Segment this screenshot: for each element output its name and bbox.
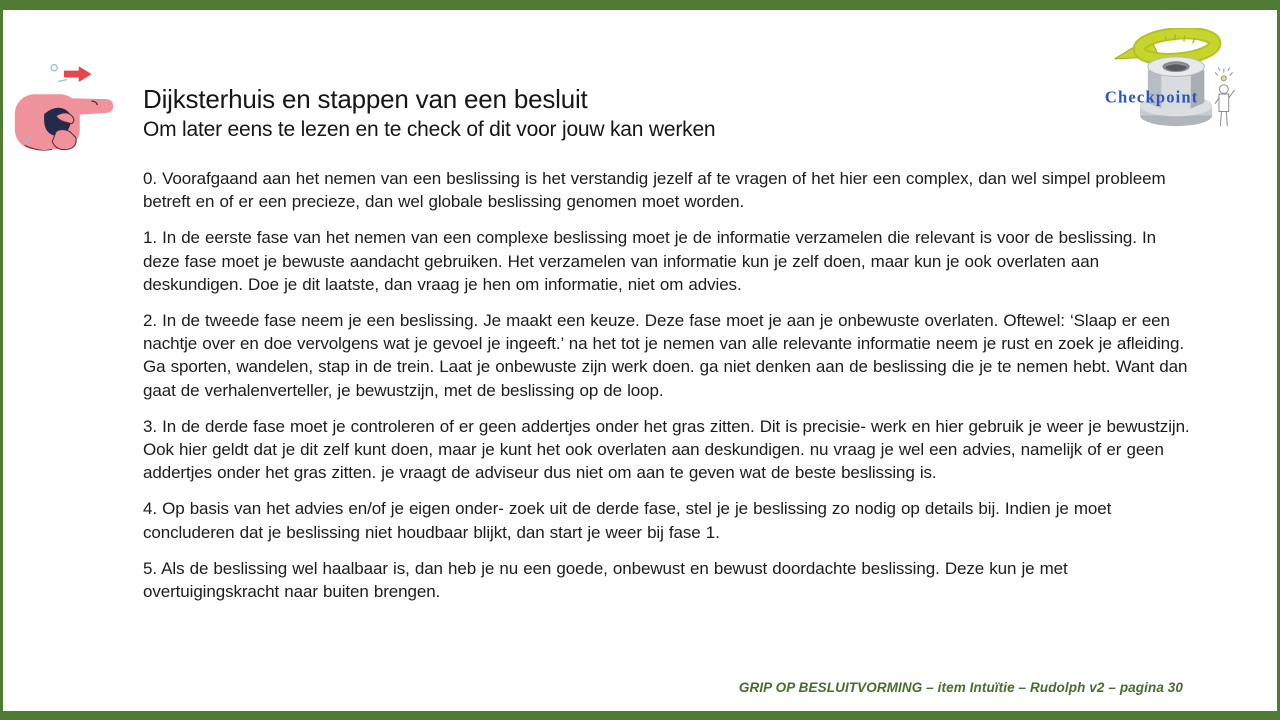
checkpoint-logo	[1101, 28, 1257, 156]
hand-index-finger	[62, 98, 113, 116]
sketch-circle-icon	[51, 65, 57, 71]
slide-subtitle: Om later eens te lezen en te check of dit voor jouw kan werken	[143, 118, 716, 141]
paragraph-1: 1. In de eerste fase van het nemen van een complexe beslissing moet je de informatie verzamelen die relevant is voor de beslissing. In deze fase moet je bewuste aandacht gebruiken. Het verzamelen van informatie kun je zelf doen, maar kun je ook overlaten aan deskundigen. Doe je dit laatste, dan vraag je hen om informatie, niet om advies.	[143, 228, 1156, 294]
header-block	[143, 84, 1043, 143]
paragraph-5: 5. Als de beslissing wel haalbaar is, dan heb je nu een goede, onbewust en bewust doordachte beslissing. Deze kun je met overtuigingskracht naar buiten brengen.	[143, 558, 1068, 602]
paragraph-3: 3. In de derde fase moet je controleren of er geen addertjes onder het gras zitten. Dit is precisie- werk en hier gebruik je weer je bewustzijn. Ook hier geldt dat je dit zelf kunt doen, maar je kunt het ook overlaten aan deskundigen. nu vraag je wel een advies, namelijk of er geen addertjes onder het gras zitten. je vraagt de adviseur dus niet om aan te geven wat de beste beslissing is.	[143, 416, 1190, 483]
paragraph-2: 2. In de tweede fase neem je een beslissing. Je maakt een keuze. Deze fase moet je aan je onbewuste overlaten. Oftewel: ‘Slaap er een nachtje over en doe vervolgens wat je gevoel je ingeeft.’ na het tot je nemen van alle relevante informatie neem je rust en zoek je afleiding. Ga sporten, wandelen, stap in de trein. Laat je onbewuste zijn werk doen. ga niet denken aan de beslissing die je te nemen hebt. Want dan gaat de verhalenverteller, je bewustzijn, met de beslissing op de loop.	[143, 311, 1188, 400]
sketch-dash	[58, 79, 67, 81]
slide-title: Dijksterhuis en stappen van een besluit	[143, 84, 588, 114]
red-arrow-icon	[64, 66, 92, 82]
pointing-hand-illustration	[5, 58, 123, 158]
paragraph-0: 0. Voorafgaand aan het nemen van een beslissing is het verstandig jezelf af te vragen of het hier een complex, dan wel simpel probleem betreft en of er een precieze, dan wel globale beslissing genomen moet worden.	[143, 169, 1166, 212]
idea-person-doodle	[1215, 68, 1235, 127]
paragraph-4: 4. Op basis van het advies en/of je eigen onder- zoek uit de derde fase, stel je je beslissing zo nodig op details bij. Indien je moet concluderen dat je beslissing niet houdbaar blijkt, dan start je weer bij fase 1.	[143, 499, 1112, 542]
body-text	[143, 167, 1191, 616]
checkpoint-wordmark: Checkpoint	[1104, 87, 1199, 107]
slide-footer: GRIP OP BESLUITVORMING – item Intuïtie – Rudolph v2 – pagina 30	[738, 680, 1183, 695]
